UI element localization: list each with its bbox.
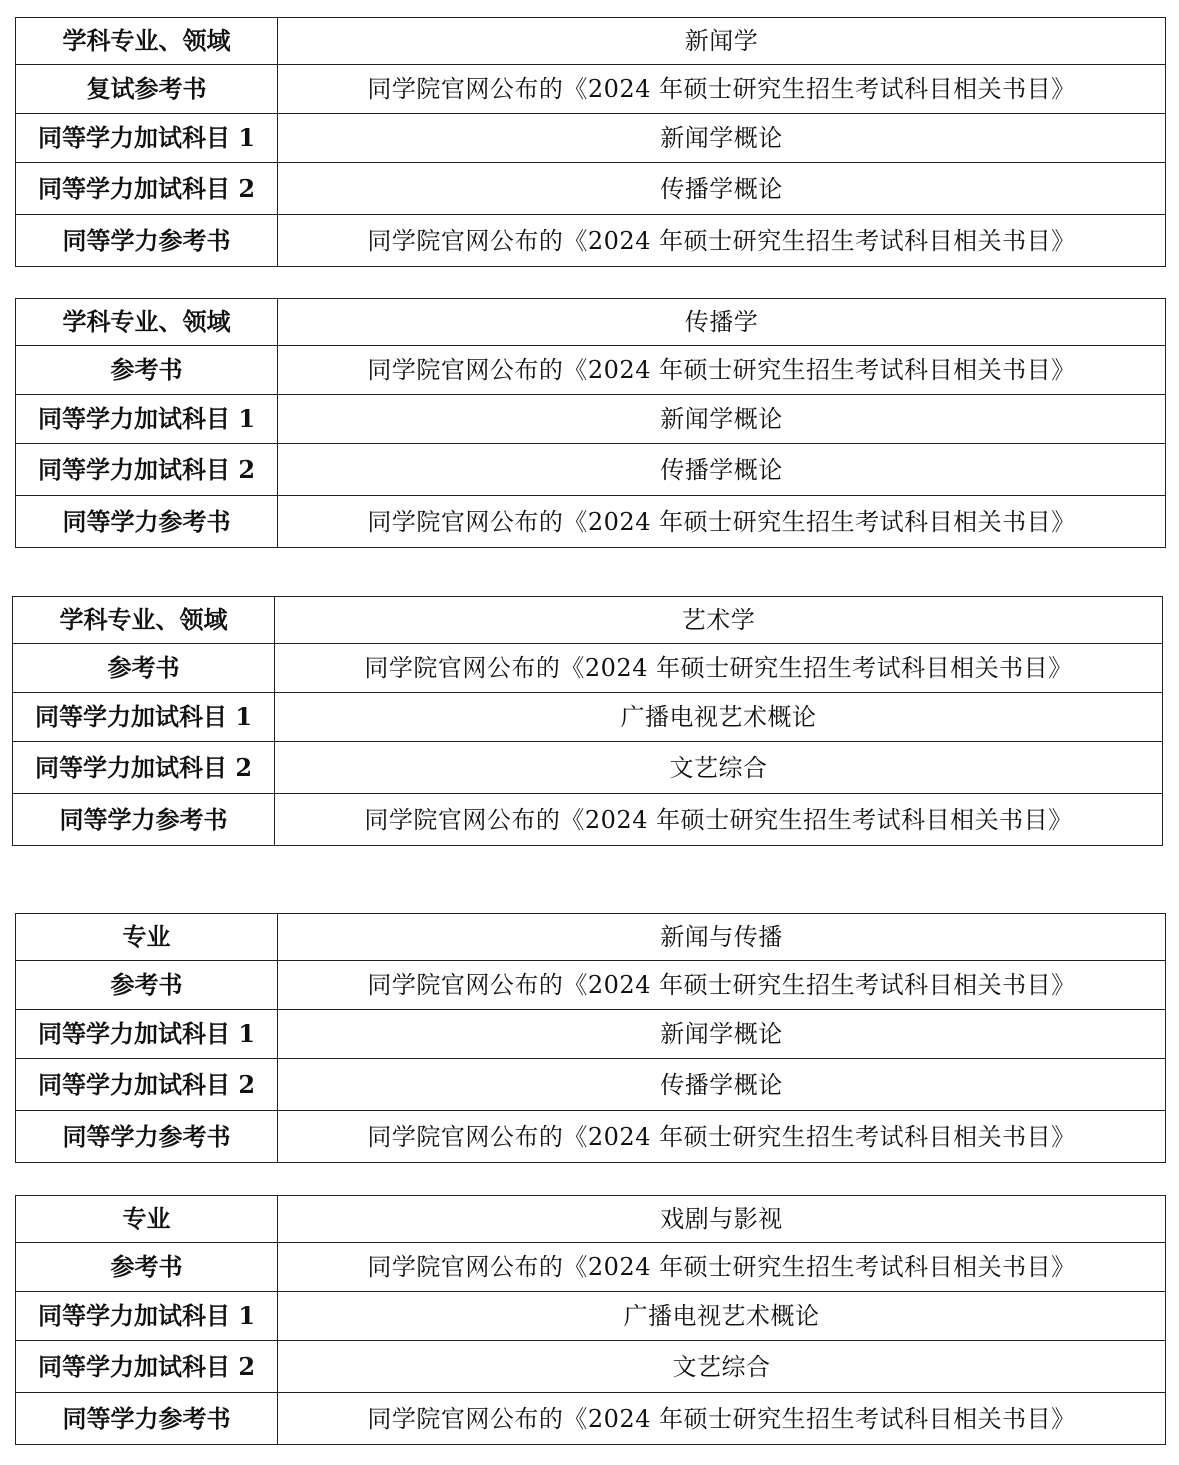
row-label: 同等学力加试科目 1 (16, 114, 278, 163)
row-label: 专业 (16, 914, 278, 961)
row-label: 同等学力加试科目 2 (16, 163, 278, 215)
row-value: 广播电视艺术概论 (275, 693, 1163, 742)
table-row (13, 644, 1163, 693)
row-value: 同学院官网公布的《2024 年硕士研究生招生考试科目相关书目》 (278, 65, 1166, 114)
row-label: 同等学力加试科目 2 (16, 1341, 278, 1393)
row-label: 同等学力加试科目 1 (13, 693, 275, 742)
table-row (13, 794, 1163, 846)
table-row (16, 215, 1166, 267)
table-row (13, 597, 1163, 644)
row-label: 同等学力参考书 (16, 215, 278, 267)
table-row (16, 299, 1166, 346)
table-row (16, 18, 1166, 65)
row-value: 艺术学 (275, 597, 1163, 644)
table-row (16, 65, 1166, 114)
row-value: 新闻学概论 (278, 114, 1166, 163)
table-row (13, 742, 1163, 794)
table-row (16, 1341, 1166, 1393)
row-value: 同学院官网公布的《2024 年硕士研究生招生考试科目相关书目》 (275, 794, 1163, 846)
program-table-art (12, 596, 1163, 846)
program-table-journalism-communication (15, 913, 1166, 1163)
table-row (16, 395, 1166, 444)
row-label: 专业 (16, 1196, 278, 1243)
row-value: 广播电视艺术概论 (278, 1292, 1166, 1341)
row-label: 同等学力加试科目 1 (16, 1292, 278, 1341)
row-label: 同等学力加试科目 1 (16, 1010, 278, 1059)
row-label: 学科专业、领域 (13, 597, 275, 644)
row-label: 同等学力参考书 (13, 794, 275, 846)
row-value: 新闻学 (278, 18, 1166, 65)
row-value: 新闻学概论 (278, 395, 1166, 444)
program-table-communication (15, 298, 1166, 548)
row-value: 传播学概论 (278, 1059, 1166, 1111)
table-row (16, 1243, 1166, 1292)
row-value: 同学院官网公布的《2024 年硕士研究生招生考试科目相关书目》 (278, 1393, 1166, 1445)
row-value: 同学院官网公布的《2024 年硕士研究生招生考试科目相关书目》 (278, 215, 1166, 267)
row-label: 参考书 (16, 346, 278, 395)
row-label: 参考书 (16, 961, 278, 1010)
row-label: 同等学力加试科目 2 (16, 444, 278, 496)
row-label: 同等学力参考书 (16, 496, 278, 548)
row-label: 复试参考书 (16, 65, 278, 114)
table-row (16, 1292, 1166, 1341)
row-value: 同学院官网公布的《2024 年硕士研究生招生考试科目相关书目》 (278, 961, 1166, 1010)
program-table-journalism (15, 17, 1166, 267)
row-label: 同等学力加试科目 1 (16, 395, 278, 444)
table-row (16, 1196, 1166, 1243)
row-value: 传播学 (278, 299, 1166, 346)
table-row (16, 1393, 1166, 1445)
table-row (16, 444, 1166, 496)
row-label: 学科专业、领域 (16, 299, 278, 346)
row-label: 同等学力加试科目 2 (13, 742, 275, 794)
row-label: 同等学力参考书 (16, 1393, 278, 1445)
row-value: 文艺综合 (275, 742, 1163, 794)
row-label: 学科专业、领域 (16, 18, 278, 65)
table-row (16, 1059, 1166, 1111)
row-value: 同学院官网公布的《2024 年硕士研究生招生考试科目相关书目》 (278, 1111, 1166, 1163)
table-row (16, 163, 1166, 215)
row-value: 传播学概论 (278, 444, 1166, 496)
row-value: 新闻与传播 (278, 914, 1166, 961)
program-table-drama-film (15, 1195, 1166, 1445)
row-value: 传播学概论 (278, 163, 1166, 215)
row-value: 戏剧与影视 (278, 1196, 1166, 1243)
table-row (16, 914, 1166, 961)
table-row (13, 693, 1163, 742)
row-label: 参考书 (16, 1243, 278, 1292)
table-row (16, 114, 1166, 163)
row-value: 同学院官网公布的《2024 年硕士研究生招生考试科目相关书目》 (278, 1243, 1166, 1292)
row-value: 同学院官网公布的《2024 年硕士研究生招生考试科目相关书目》 (275, 644, 1163, 693)
row-value: 同学院官网公布的《2024 年硕士研究生招生考试科目相关书目》 (278, 496, 1166, 548)
table-row (16, 496, 1166, 548)
table-row (16, 961, 1166, 1010)
row-label: 同等学力参考书 (16, 1111, 278, 1163)
row-value: 文艺综合 (278, 1341, 1166, 1393)
row-label: 参考书 (13, 644, 275, 693)
row-label: 同等学力加试科目 2 (16, 1059, 278, 1111)
table-row (16, 346, 1166, 395)
row-value: 新闻学概论 (278, 1010, 1166, 1059)
row-value: 同学院官网公布的《2024 年硕士研究生招生考试科目相关书目》 (278, 346, 1166, 395)
table-row (16, 1010, 1166, 1059)
table-row (16, 1111, 1166, 1163)
